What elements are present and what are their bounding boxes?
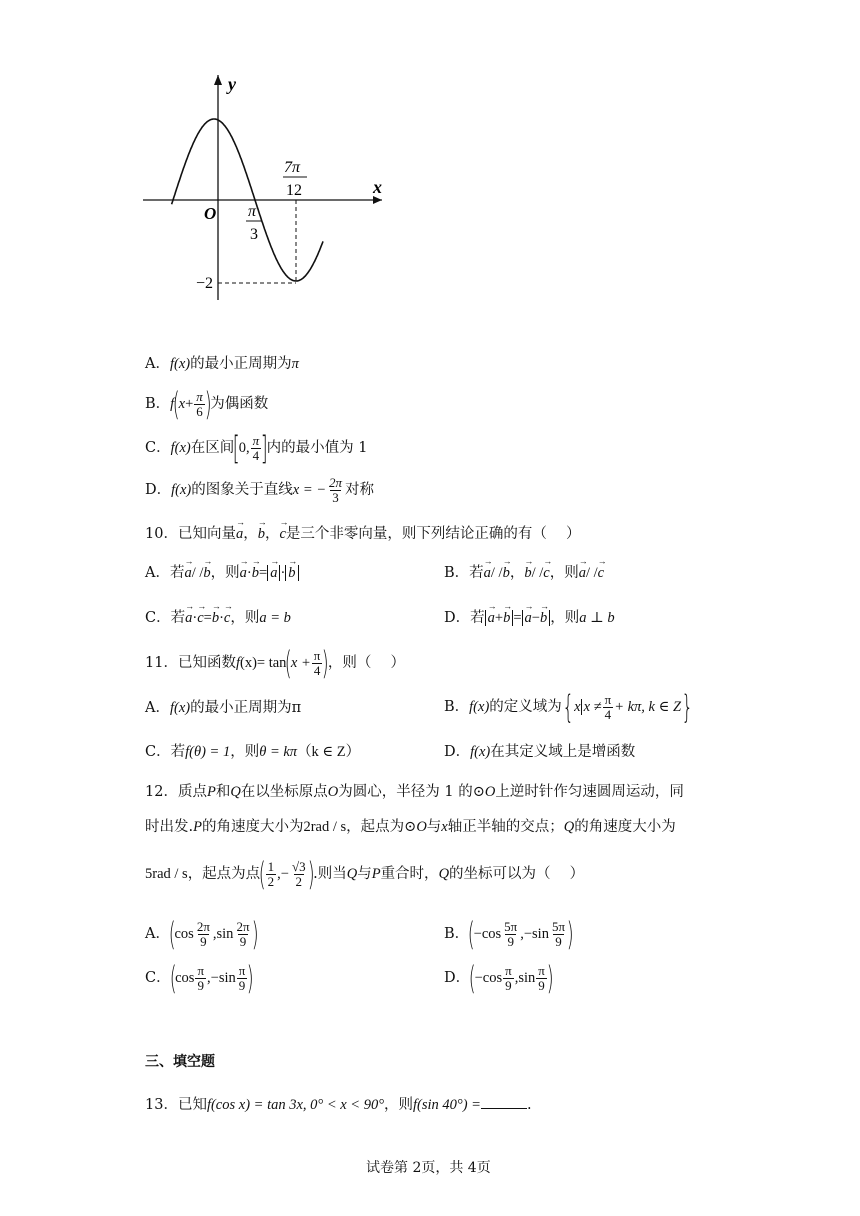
x-axis-label: x <box>373 177 382 197</box>
min-value-label: −2 <box>196 275 214 292</box>
q11-option-c: C．若f(θ) = 1，则θ = kπ（k ∈ Z） <box>145 744 361 760</box>
q10-option-b: B．若→ a/ /→ b，→ b/ /→ c，则→ a/ /→ c <box>444 566 604 581</box>
q12-option-c: C．(cos $\frac{\pi}{9}$ ,−sin $\frac{\pi}{9}$ ) <box>145 959 255 997</box>
seven-pi-num: 7π <box>284 159 301 176</box>
q10-stem: 10．已知向量→ a，→ b，→ c是三个非零向量，则下列结论正确的有（ ） <box>145 527 581 542</box>
y-axis-label: y <box>228 74 236 94</box>
q12-option-b: B．(−cos $\frac{5\pi}{9}$ ,−sin $\frac{5\pi}{9}$ ) <box>444 915 574 953</box>
q11-stem: 11．已知函数f(x)= tan(x + $\frac{\pi}{4}$ )，则（ ） <box>145 644 405 682</box>
q12-line-1: 12．质点P和Q在以坐标原点O为圆心，半径为 1 的⊙O上逆时针作匀速圆周运动，同 <box>145 784 684 800</box>
q12-option-a: A．(cos $\frac{2\pi}{9}$ ,sin $\frac{2\pi}{9}$ ) <box>145 915 259 953</box>
answer-blank[interactable] <box>481 1096 527 1109</box>
seven-pi-den: 12 <box>286 182 302 199</box>
q9-option-c: C．f(x)在区间[0, $\frac{\pi}{4}$ ]内的最小值为 1 <box>145 429 368 467</box>
q9-option-a: A．f(x)的最小正周期为π <box>145 356 299 372</box>
pi-over-3-den: 3 <box>250 226 258 243</box>
q12-line-2: 时出发.P的角速度大小为2rad / s，起点为⊙O与x轴正半轴的交点；Q的角速度大小为 <box>145 819 676 835</box>
q12-option-d: D．(−cos $\frac{\pi}{9}$ ,sin $\frac{\pi}{9}$ ) <box>444 959 554 997</box>
pi-over-3-num: π <box>248 203 257 220</box>
q10-option-a: A．若→ a/ /→ b，则→ a·→ b=→ a ·→ b <box>145 566 299 581</box>
q10-option-c: C．若→ a·→ c=→ b·→ c，则a = b <box>145 611 291 626</box>
sine-graph <box>0 0 860 320</box>
q11-option-d: D．f(x)在其定义域上是增函数 <box>444 744 636 760</box>
q10-option-d: D．若→ a+→ b =→ a−→ b ，则a ⊥ b <box>444 611 615 626</box>
q12-line-3: 5rad / s，起点为点( $\frac{1}{2}$ ,− $\frac{√3}{2}$ ).则当Q与P重合时，Q的坐标可以为（ ） <box>145 855 585 893</box>
q11-option-a: A．f(x)的最小正周期为π <box>145 700 302 716</box>
page-footer: 试卷第 2页，共 4页 <box>366 1160 491 1176</box>
section-title-fill-in: 三、填空题 <box>145 1054 215 1070</box>
q9-option-d: D．f(x)的图象关于直线x = − $\frac{2\pi}{3}$ 对称 <box>145 475 375 505</box>
q9-option-b: B．f(x+ $\frac{\pi}{6}$ )为偶函数 <box>145 385 269 423</box>
q11-option-b: B．f(x)的定义域为{x x ≠ $\frac{\pi}{4}$ + kπ, k ∈ Z} <box>444 688 693 726</box>
q13-stem: 13．已知f(cos x) = tan 3x, 0° < x < 90°，则f(sin 40°) = . <box>145 1097 532 1113</box>
origin-label: O <box>204 204 217 223</box>
